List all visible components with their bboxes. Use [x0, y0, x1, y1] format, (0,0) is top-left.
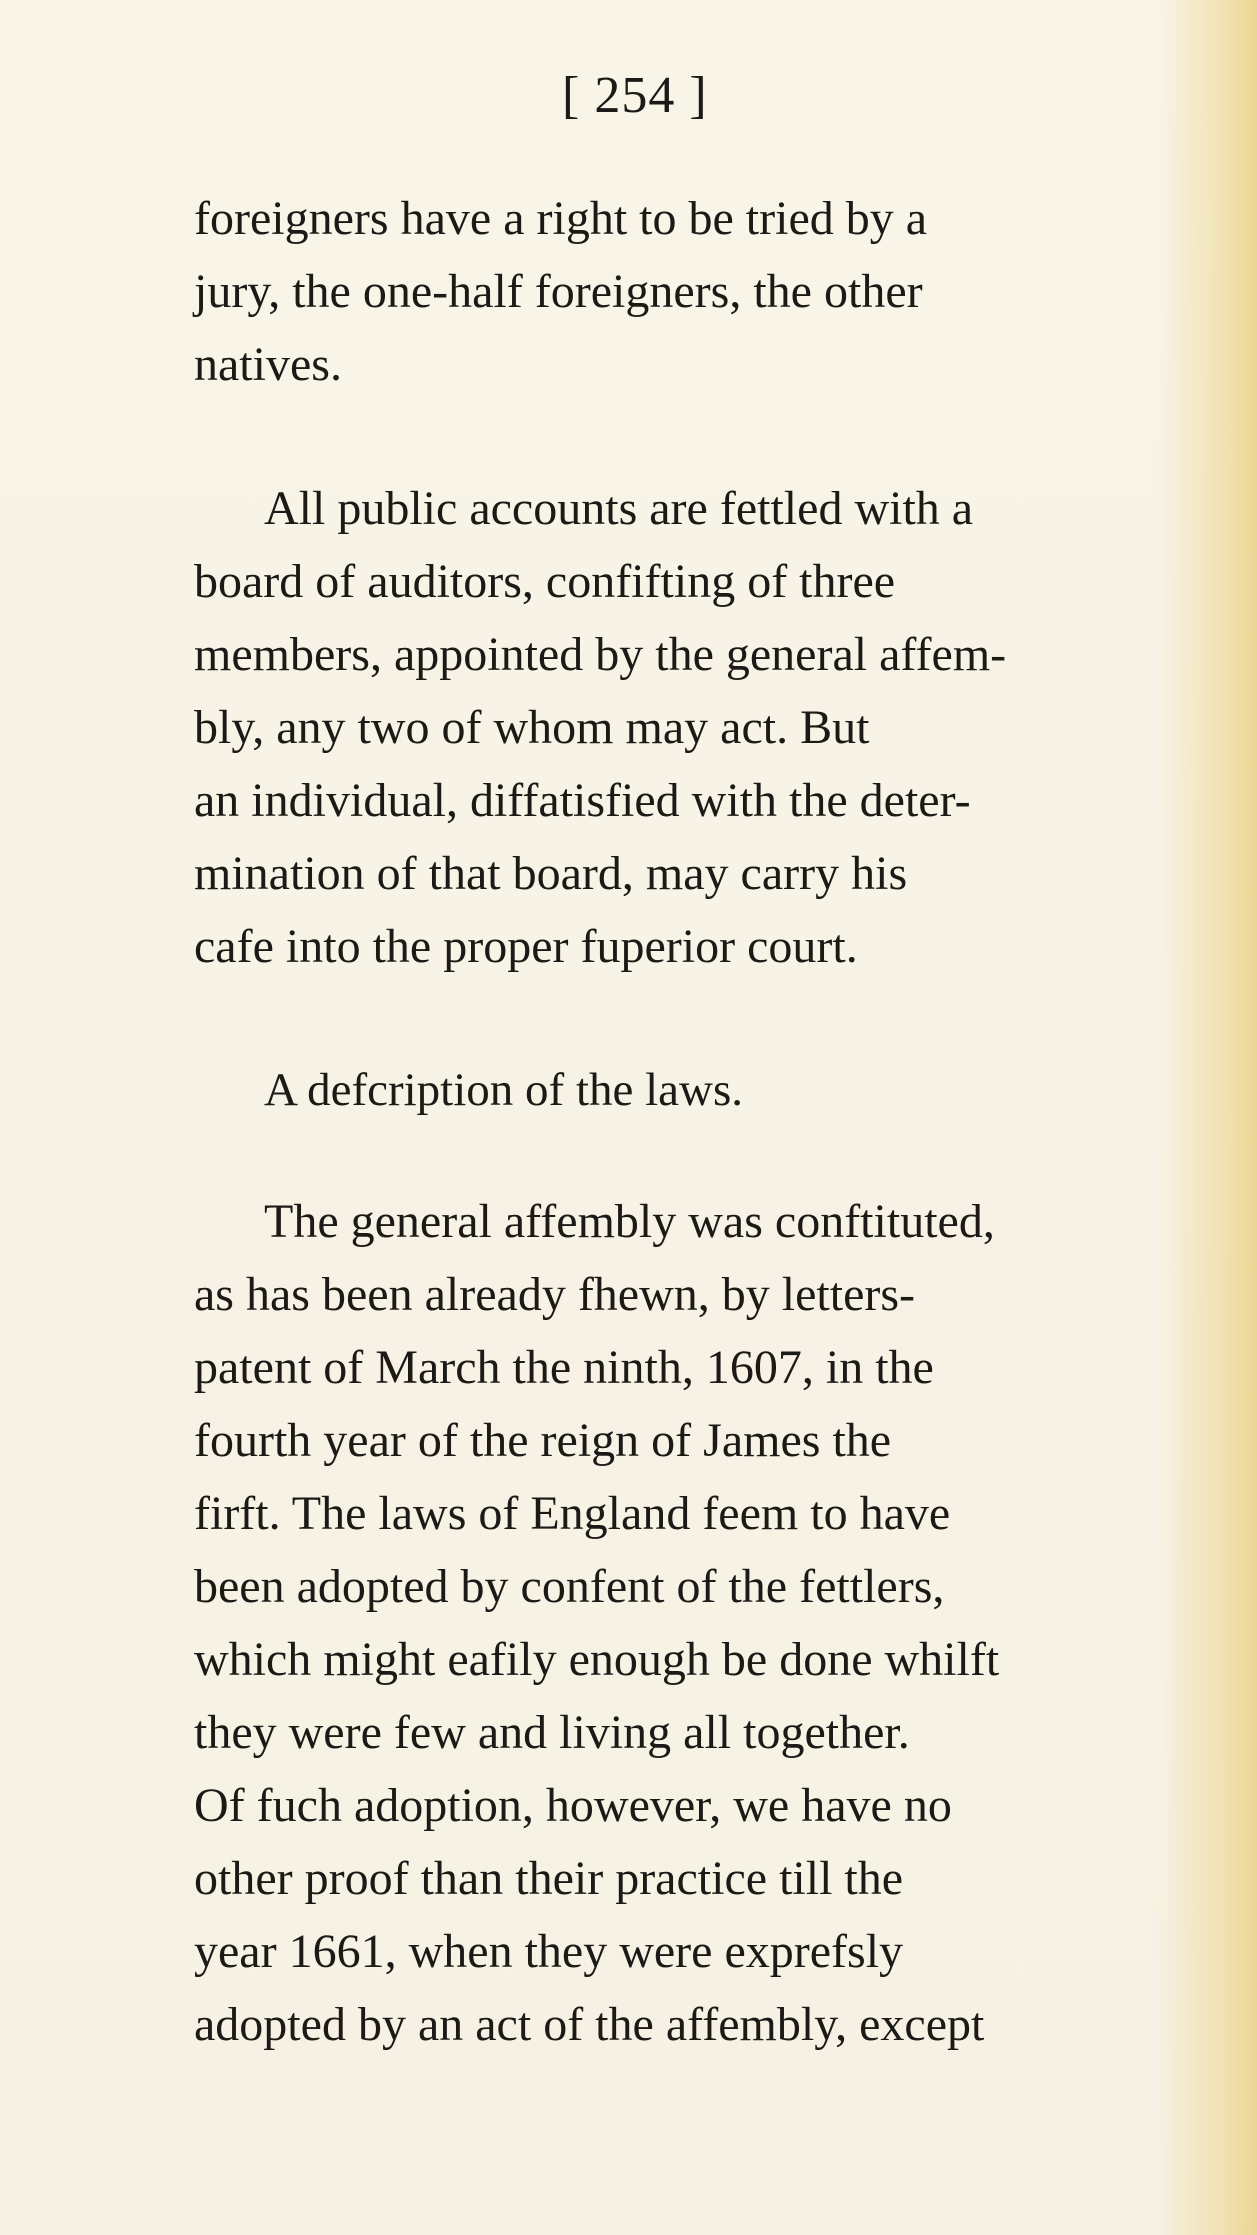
- text-line: All public accounts are fettled with a: [264, 482, 974, 535]
- text-line: mination of that board, may carry his: [194, 847, 908, 900]
- text-line: as has been already fhewn, by letters-: [194, 1268, 916, 1321]
- text-line: which might eafily enough be done whilft: [194, 1633, 1000, 1686]
- paragraph-spacing: [194, 1127, 1177, 1185]
- heading-line: A defcription of the laws.: [264, 1064, 744, 1116]
- text-line: jury, the one-half foreigners, the other: [194, 265, 923, 318]
- text-line: an individual, diffatisfied with the deter-: [194, 774, 971, 827]
- text-line: The general affembly was conftituted,: [264, 1195, 995, 1248]
- paragraph-spacing: [194, 983, 1177, 1054]
- text-line: bly, any two of whom may act. But: [194, 701, 870, 754]
- text-line: Of fuch adoption, however, we have no: [194, 1779, 952, 1832]
- section-heading: [194, 1054, 1177, 1127]
- text-line: year 1661, when they were exprefsly: [194, 1925, 904, 1978]
- text-line: members, appointed by the general affem-: [194, 628, 1007, 681]
- text-line: firft. The laws of England feem to have: [194, 1487, 951, 1540]
- paragraph-foreigners-jury: [194, 182, 1177, 401]
- text-line: been adopted by confent of the fettlers,: [194, 1560, 945, 1613]
- text-line: board of auditors, confifting of three: [194, 555, 896, 608]
- text-line: fourth year of the reign of James the: [194, 1414, 892, 1467]
- body-text: [194, 182, 1177, 2061]
- paragraph-general-assembly: [194, 1185, 1177, 2061]
- paragraph-spacing: [194, 401, 1177, 472]
- text-line: adopted by an act of the affembly, except: [194, 1998, 985, 2051]
- text-line: they were few and living all together.: [194, 1706, 910, 1759]
- text-line: natives.: [194, 338, 342, 391]
- text-line: cafe into the proper fuperior court.: [194, 920, 858, 973]
- text-line: other proof than their practice till the: [194, 1852, 904, 1905]
- text-line: foreigners have a right to be tried by a: [194, 192, 928, 245]
- page-number: [ 254 ]: [562, 67, 708, 124]
- text-line: patent of March the ninth, 1607, in the: [194, 1341, 934, 1394]
- paragraph-public-accounts: [194, 472, 1177, 983]
